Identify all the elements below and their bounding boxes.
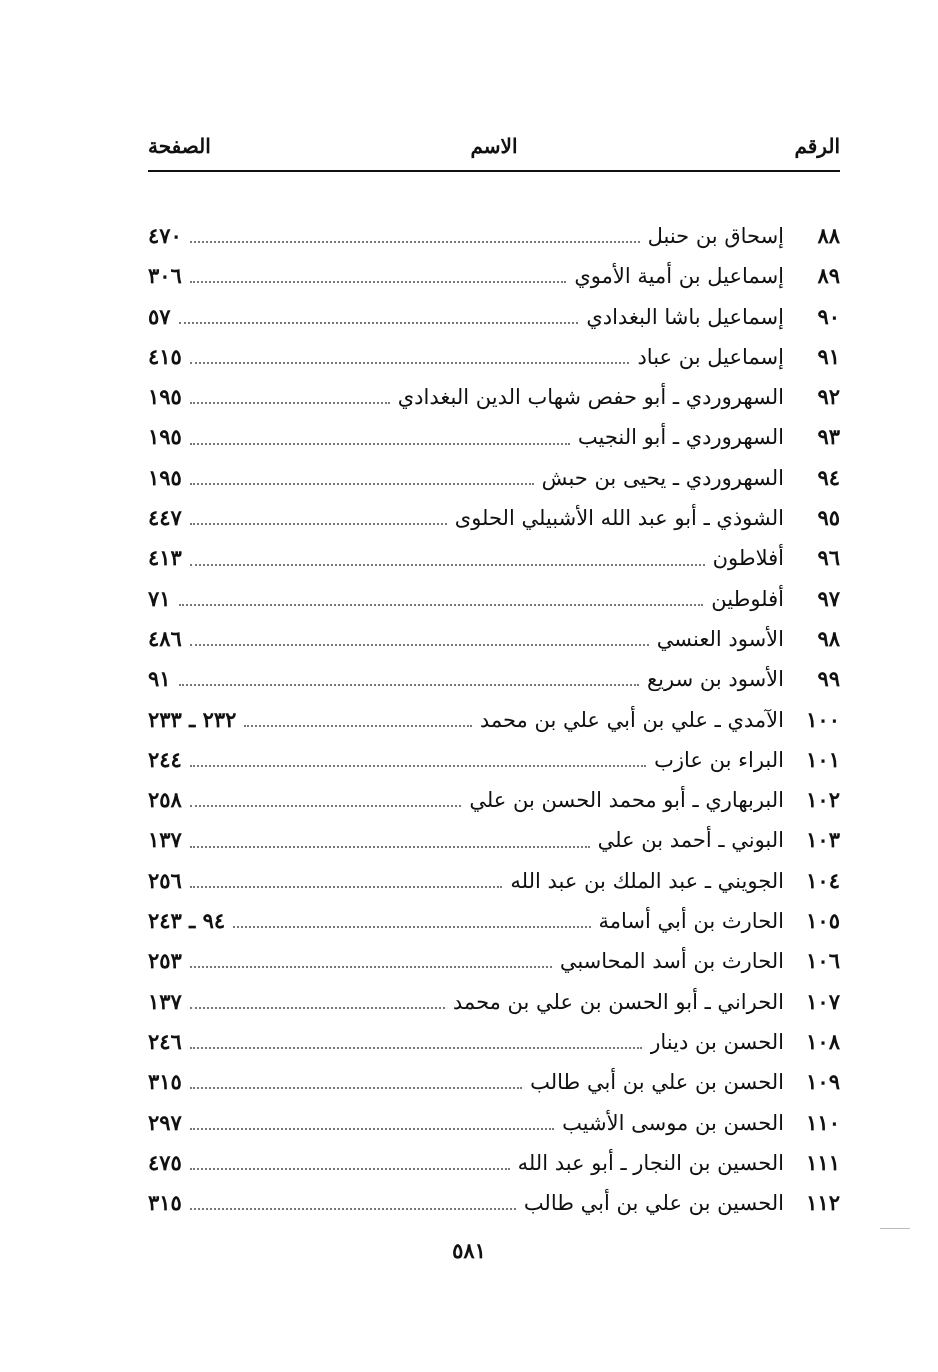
dot-leader xyxy=(233,926,590,928)
entry-number: ٨٨ xyxy=(817,223,840,248)
dot-leader xyxy=(190,846,590,848)
dot-leader xyxy=(190,765,646,767)
dot-leader xyxy=(244,725,471,727)
index-entry xyxy=(148,337,840,377)
header-number-label: الرقم xyxy=(794,134,840,158)
entry-page: ٢٣٢ ـ ٢٣٣ xyxy=(148,706,237,732)
entry-number: ١٠٥ xyxy=(806,908,840,934)
dot-leader xyxy=(190,281,567,283)
entry-name: الآمدي ـ علي بن أبي علي بن محمد xyxy=(479,707,784,732)
entry-number: ٩١ xyxy=(817,343,840,369)
dot-leader xyxy=(179,684,639,686)
entry-page: ٢٤٦ xyxy=(148,1028,182,1054)
entry-name: إسماعيل بن عباد xyxy=(637,344,784,369)
entry-name: السهروردي ـ يحيى بن حبش xyxy=(541,465,784,490)
entry-name: الجويني ـ عبد الملك بن عبد الله xyxy=(510,868,784,893)
entry-page: ٢٩٧ xyxy=(148,1109,182,1135)
entry-page: ٢٤٤ xyxy=(148,746,182,772)
entry-page: ١٣٧ xyxy=(148,827,182,853)
entry-number: ٩٣ xyxy=(817,424,840,450)
entry-number: ١٠٤ xyxy=(806,867,840,893)
index-entry xyxy=(148,820,840,860)
dot-leader xyxy=(190,483,534,485)
entry-number: ١٠٢ xyxy=(806,787,840,813)
dot-leader xyxy=(190,886,503,888)
entry-number: ١٠٨ xyxy=(806,1028,840,1054)
entry-name: الأسود العنسي xyxy=(656,626,784,651)
dot-leader xyxy=(190,1007,445,1009)
dot-leader xyxy=(190,644,649,646)
entry-page: ٣١٥ xyxy=(148,1190,182,1216)
scan-edge-mark xyxy=(880,1228,910,1229)
index-entry xyxy=(148,1062,840,1102)
index-entry xyxy=(148,256,840,296)
entry-number: ٩٤ xyxy=(817,464,840,490)
entry-number: ١١٠ xyxy=(806,1109,840,1135)
entry-page: ٤١٣ xyxy=(148,545,182,571)
dot-leader xyxy=(190,241,640,243)
entry-name: الأسود بن سريع xyxy=(647,667,784,692)
dot-leader xyxy=(190,564,705,566)
entry-page: ٣٠٦ xyxy=(148,263,182,289)
entry-number: ٩٦ xyxy=(817,545,840,571)
dot-leader xyxy=(190,1168,510,1170)
index-entry xyxy=(148,1022,840,1062)
entry-page: ٤١٥ xyxy=(148,343,182,369)
entry-number: ٩٨ xyxy=(817,625,840,651)
index-entry xyxy=(148,498,840,538)
index-entry xyxy=(148,941,840,981)
entry-name: الشوذي ـ أبو عبد الله الأشبيلي الحلوى xyxy=(454,506,784,531)
dot-leader xyxy=(190,443,570,445)
index-entry xyxy=(148,861,840,901)
index-entry xyxy=(148,417,840,457)
entry-name: الحارث بن أبي أسامة xyxy=(598,909,784,934)
dot-leader xyxy=(190,1047,642,1049)
header-name-label: الاسم xyxy=(470,134,518,158)
entry-page: ٧١ xyxy=(148,585,171,611)
entry-number: ٩٧ xyxy=(817,585,840,611)
dot-leader xyxy=(179,322,579,324)
entry-number: ١٠٦ xyxy=(806,948,840,974)
entry-number: ٨٩ xyxy=(817,263,840,289)
index-entry xyxy=(148,1103,840,1143)
entry-number: ٩٩ xyxy=(817,666,840,692)
entry-page: ٥٧ xyxy=(148,303,171,329)
entry-name: الحسن بن دينار xyxy=(650,1029,784,1054)
table-header xyxy=(148,128,840,168)
entry-name: إسماعيل باشا البغدادي xyxy=(586,304,784,329)
dot-leader xyxy=(190,402,390,404)
index-entry xyxy=(148,740,840,780)
entry-page: ١٩٥ xyxy=(148,464,182,490)
entry-page: ٤٨٦ xyxy=(148,625,182,651)
entry-name: البربهاري ـ أبو محمد الحسن بن علي xyxy=(469,788,784,813)
header-page-label: الصفحة xyxy=(148,134,211,158)
entry-name: الحسين بن النجار ـ أبو عبد الله xyxy=(517,1150,784,1175)
entry-number: ١٠٩ xyxy=(806,1069,840,1095)
entry-number: ١٠٣ xyxy=(806,827,840,853)
entry-number: ١١١ xyxy=(806,1149,840,1175)
entry-page: ٩٤ ـ ٢٤٣ xyxy=(148,908,226,934)
entry-page: ٣١٥ xyxy=(148,1069,182,1095)
index-entry xyxy=(148,780,840,820)
index-entry xyxy=(148,1183,840,1223)
entry-name: إسحاق بن حنبل xyxy=(647,224,784,248)
entry-number: ١٠٧ xyxy=(806,988,840,1014)
entry-page: ٤٧٥ xyxy=(148,1149,182,1175)
index-entries xyxy=(148,216,840,1223)
entry-number: ١٠٠ xyxy=(806,706,840,732)
index-entry xyxy=(148,579,840,619)
entry-page: ١٩٥ xyxy=(148,384,182,410)
dot-leader xyxy=(190,1087,522,1089)
dot-leader xyxy=(190,362,630,364)
dot-leader xyxy=(179,604,704,606)
entry-number: ٩٢ xyxy=(817,384,840,410)
dot-leader xyxy=(190,966,552,968)
index-entry xyxy=(148,659,840,699)
index-entry xyxy=(148,619,840,659)
entry-number: ١١٢ xyxy=(806,1190,840,1216)
entry-number: ١٠١ xyxy=(806,746,840,772)
index-entry xyxy=(148,216,840,256)
page-number: ٥٨١ xyxy=(452,1238,486,1263)
entry-page: ٢٥٣ xyxy=(148,948,182,974)
index-entry xyxy=(148,982,840,1022)
dot-leader xyxy=(190,523,447,525)
dot-leader xyxy=(190,1208,516,1210)
entry-number: ٩٠ xyxy=(817,303,840,329)
entry-page: ٤٧٠ xyxy=(148,223,182,248)
entry-page: ١٩٥ xyxy=(148,424,182,450)
entry-name: الحارث بن أسد المحاسبي xyxy=(559,949,784,974)
entry-name: البوني ـ أحمد بن علي xyxy=(597,828,784,853)
index-entry xyxy=(148,1143,840,1183)
dot-leader xyxy=(190,1128,554,1130)
entry-name: الحسين بن علي بن أبي طالب xyxy=(523,1191,784,1216)
entry-name: البراء بن عازب xyxy=(654,747,784,772)
dot-leader xyxy=(190,805,461,807)
entry-page: ٢٥٦ xyxy=(148,867,182,893)
entry-name: السهروردي ـ أبو النجيب xyxy=(577,425,784,450)
entry-number: ٩٥ xyxy=(817,505,840,531)
entry-page: ٩١ xyxy=(148,666,171,692)
index-entry xyxy=(148,538,840,578)
index-entry xyxy=(148,458,840,498)
entry-name: الحسن بن علي بن أبي طالب xyxy=(530,1070,784,1095)
entry-page: ٢٥٨ xyxy=(148,787,182,813)
entry-name: أفلاطون xyxy=(712,546,784,571)
index-entry xyxy=(148,901,840,941)
index-entry xyxy=(148,377,840,417)
entry-name: إسماعيل بن أمية الأموي xyxy=(574,264,784,289)
entry-name: الحسن بن موسى الأشيب xyxy=(562,1110,784,1135)
entry-name: الحراني ـ أبو الحسن بن علي بن محمد xyxy=(452,989,784,1014)
index-entry xyxy=(148,297,840,337)
entry-name: أفلوطين xyxy=(711,586,784,611)
entry-name: السهروردي ـ أبو حفص شهاب الدين البغدادي xyxy=(397,385,784,410)
header-divider xyxy=(148,170,840,172)
entry-page: ١٣٧ xyxy=(148,988,182,1014)
index-entry xyxy=(148,700,840,740)
entry-page: ٤٤٧ xyxy=(148,505,182,531)
